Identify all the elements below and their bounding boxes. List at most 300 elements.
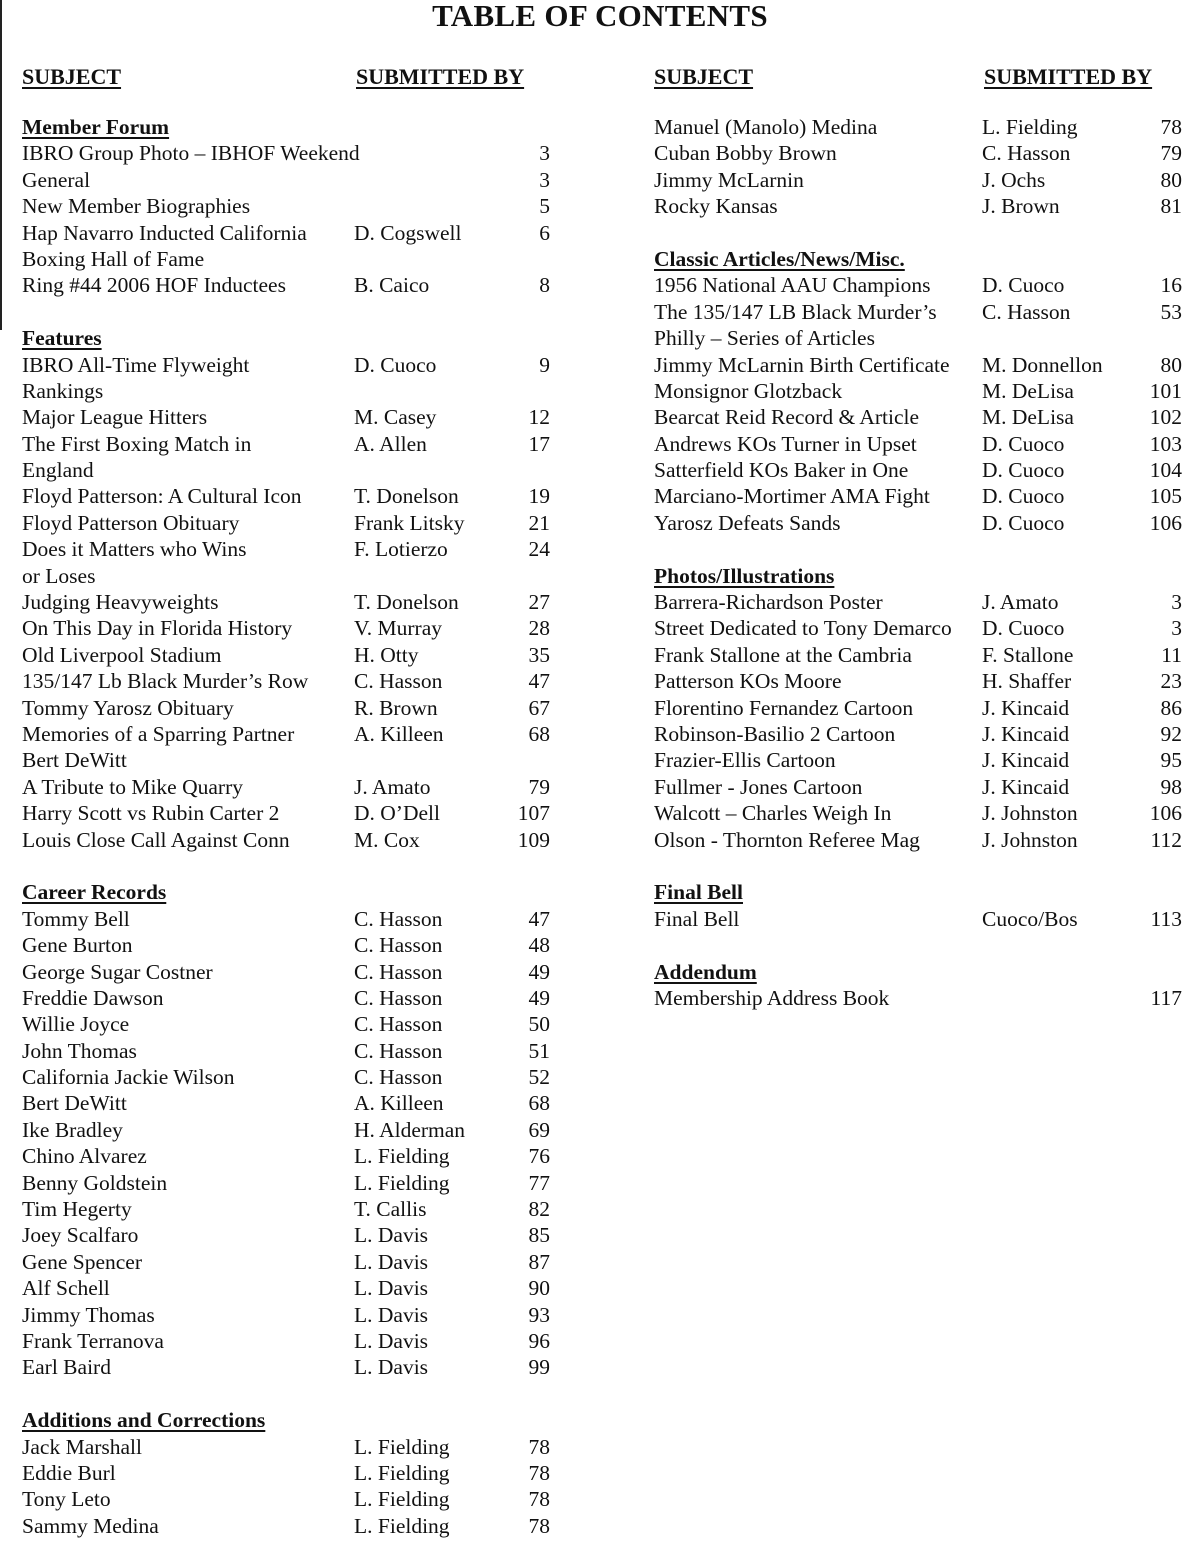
toc-row — [654, 404, 1184, 430]
entry-subject: Walcott – Charles Weigh In — [654, 801, 892, 826]
entry-subject: Hap Navarro Inducted California — [22, 220, 307, 245]
entry-subject: Monsignor Glotzback — [654, 378, 843, 403]
entry-page: 107 — [517, 801, 550, 826]
toc-row — [22, 483, 562, 509]
toc-row — [654, 668, 1184, 694]
entry-page: 67 — [528, 695, 550, 720]
entry-subject: General — [22, 167, 91, 192]
entry-subject: Jimmy McLarnin — [654, 167, 804, 192]
entry-page: 48 — [528, 933, 550, 958]
toc-row — [22, 668, 562, 694]
toc-row — [22, 220, 562, 246]
toc-row — [654, 774, 1184, 800]
entry-subject: Memories of a Sparring Partner — [22, 721, 295, 746]
toc-row — [654, 510, 1184, 536]
section-heading: Additions and Corrections — [22, 1408, 266, 1433]
toc-row — [22, 1196, 562, 1222]
toc-row — [654, 747, 1184, 773]
toc-row — [654, 378, 1184, 404]
entry-submitted-by: C. Hasson — [354, 959, 443, 984]
toc-section — [22, 325, 562, 853]
toc-row — [22, 1117, 562, 1143]
toc-row — [654, 457, 1184, 483]
entry-submitted-by: V. Murray — [354, 616, 442, 641]
toc-row — [654, 167, 1184, 193]
toc-row — [22, 589, 562, 615]
entry-subject: Floyd Patterson: A Cultural Icon — [22, 484, 302, 509]
entry-subject: Robinson-Basilio 2 Cartoon — [654, 721, 896, 746]
entry-page: 79 — [1160, 141, 1182, 166]
section-heading: Features — [22, 326, 102, 351]
toc-row — [22, 1434, 562, 1460]
left-column — [22, 62, 562, 1565]
toc-section — [22, 1407, 562, 1539]
entry-subject: England — [22, 458, 94, 483]
entry-submitted-by: D. Cuoco — [982, 510, 1065, 535]
entry-submitted-by: L. Davis — [354, 1328, 429, 1353]
entry-subject: On This Day in Florida History — [22, 616, 293, 641]
toc-row — [654, 589, 1184, 615]
section-heading: Career Records — [22, 880, 167, 905]
entry-subject: Manuel (Manolo) Medina — [654, 115, 878, 139]
entry-page: 47 — [528, 906, 550, 931]
entry-submitted-by: J. Kincaid — [982, 748, 1070, 773]
toc-row — [22, 1486, 562, 1512]
entry-page: 78 — [1160, 115, 1182, 139]
entry-page: 17 — [528, 431, 550, 456]
entry-page: 112 — [1150, 827, 1182, 852]
entry-submitted-by: M. Donnellon — [982, 352, 1103, 377]
entry-submitted-by: L. Davis — [354, 1355, 429, 1380]
section-heading: Member Forum — [22, 115, 170, 139]
entry-page: 76 — [528, 1144, 550, 1169]
entry-submitted-by: T. Callis — [354, 1197, 427, 1222]
toc-row — [654, 325, 1184, 351]
entry-submitted-by: A. Allen — [354, 431, 427, 456]
toc-row — [22, 246, 562, 272]
toc-row — [22, 1038, 562, 1064]
entry-page: 77 — [528, 1170, 550, 1195]
entry-subject: Frazier-Ellis Cartoon — [654, 748, 836, 773]
toc-row — [22, 642, 562, 668]
toc-section — [654, 114, 1184, 220]
entry-page: 51 — [528, 1038, 550, 1063]
entry-page: 86 — [1160, 695, 1182, 720]
right-column — [654, 62, 1184, 1038]
toc-row — [22, 1249, 562, 1275]
toc-row — [654, 272, 1184, 298]
entry-submitted-by: M. DeLisa — [982, 405, 1074, 430]
section-heading: Photos/Illustrations — [654, 563, 835, 588]
entry-submitted-by: C. Hasson — [354, 933, 443, 958]
section-heading: Classic Articles/News/Misc. — [654, 246, 905, 271]
entry-subject: IBRO All-Time Flyweight — [22, 352, 250, 377]
toc-row — [22, 747, 562, 773]
entry-submitted-by: L. Fielding — [354, 1487, 450, 1512]
entry-submitted-by: C. Hasson — [982, 299, 1071, 324]
toc-row — [22, 1090, 562, 1116]
entry-subject: Old Liverpool Stadium — [22, 642, 222, 667]
submitted-by-header: SUBMITTED BY — [984, 64, 1153, 89]
entry-submitted-by: C. Hasson — [354, 669, 443, 694]
entry-subject: Sammy Medina — [22, 1513, 159, 1538]
entry-subject: Boxing Hall of Fame — [22, 246, 205, 271]
entry-submitted-by: D. O’Dell — [354, 801, 440, 826]
toc-row — [22, 563, 562, 589]
entry-page: 78 — [528, 1513, 550, 1538]
entry-subject: Rocky Kansas — [654, 194, 778, 219]
toc-row — [22, 1302, 562, 1328]
column-header — [22, 62, 562, 92]
entry-subject: Bert DeWitt — [22, 1091, 127, 1116]
section-heading: Addendum — [654, 959, 757, 984]
entry-subject: Patterson KOs Moore — [654, 669, 842, 694]
entry-page: 106 — [1149, 510, 1182, 535]
entry-page: 80 — [1160, 352, 1182, 377]
entry-submitted-by: D. Cuoco — [982, 458, 1065, 483]
entry-submitted-by: J. Amato — [982, 590, 1059, 615]
entry-submitted-by: Frank Litsky — [354, 510, 465, 535]
entry-page: 23 — [1160, 669, 1182, 694]
entry-submitted-by: J. Amato — [354, 774, 431, 799]
toc-row — [22, 695, 562, 721]
toc-row — [22, 1011, 562, 1037]
entry-submitted-by: D. Cuoco — [982, 431, 1065, 456]
entry-subject: George Sugar Costner — [22, 959, 213, 984]
entry-submitted-by: D. Cogswell — [354, 220, 462, 245]
toc-row — [22, 193, 562, 219]
entry-subject: Major League Hitters — [22, 405, 208, 430]
entry-submitted-by: J. Johnston — [982, 827, 1078, 852]
entry-page: 79 — [528, 774, 550, 799]
entry-page: 12 — [528, 405, 550, 430]
entry-subject: Bearcat Reid Record & Article — [654, 405, 920, 430]
entry-page: 103 — [1149, 431, 1182, 456]
entry-submitted-by: C. Hasson — [354, 1065, 443, 1090]
entry-subject: Fullmer - Jones Cartoon — [654, 774, 863, 799]
entry-subject: Earl Baird — [22, 1355, 111, 1380]
entry-page: 68 — [528, 1091, 550, 1116]
toc-row — [22, 959, 562, 985]
entry-subject: Marciano-Mortimer AMA Fight — [654, 484, 930, 509]
entry-submitted-by: C. Hasson — [354, 1012, 443, 1037]
toc-row — [22, 1170, 562, 1196]
toc-row — [22, 985, 562, 1011]
entry-subject: Judging Heavyweights — [22, 590, 219, 615]
toc-row — [22, 457, 562, 483]
entry-submitted-by: L. Fielding — [354, 1144, 450, 1169]
toc-row — [22, 800, 562, 826]
entry-page: 49 — [528, 959, 550, 984]
entry-submitted-by: D. Cuoco — [982, 484, 1065, 509]
entry-subject: Ike Bradley — [22, 1117, 123, 1142]
entry-submitted-by: M. Casey — [354, 405, 437, 430]
entry-subject: Street Dedicated to Tony Demarco — [654, 616, 952, 641]
toc-row — [22, 404, 562, 430]
entry-submitted-by: T. Donelson — [354, 484, 459, 509]
entry-subject: Florentino Fernandez Cartoon — [654, 695, 914, 720]
entry-subject: The First Boxing Match in — [22, 431, 252, 456]
entry-page: 27 — [528, 590, 550, 615]
entry-submitted-by: L. Fielding — [982, 115, 1078, 139]
entry-subject: Frank Stallone at the Cambria — [654, 642, 912, 667]
entry-submitted-by: D. Cuoco — [354, 352, 437, 377]
entry-subject: Tim Hegerty — [22, 1197, 132, 1222]
entry-page: 106 — [1149, 801, 1182, 826]
subject-header: SUBJECT — [22, 64, 122, 89]
toc-section — [22, 114, 562, 299]
entry-subject: California Jackie Wilson — [22, 1065, 235, 1090]
entry-submitted-by: C. Hasson — [354, 906, 443, 931]
entry-page: 24 — [528, 537, 550, 562]
entry-subject: Freddie Dawson — [22, 985, 164, 1010]
entry-subject: Bert DeWitt — [22, 748, 127, 773]
entry-page: 69 — [528, 1117, 550, 1142]
entry-page: 99 — [528, 1355, 550, 1380]
entry-subject: Harry Scott vs Rubin Carter 2 — [22, 801, 280, 826]
entry-submitted-by: A. Killeen — [354, 721, 444, 746]
entry-subject: Tommy Yarosz Obituary — [22, 695, 234, 720]
toc-section — [22, 879, 562, 1380]
toc-row — [22, 1275, 562, 1301]
entry-page: 11 — [1161, 642, 1182, 667]
entry-page: 53 — [1160, 299, 1182, 324]
toc-row — [654, 642, 1184, 668]
toc-row — [22, 167, 562, 193]
toc-row — [22, 352, 562, 378]
entry-subject: Philly – Series of Articles — [654, 326, 875, 351]
entry-page: 52 — [528, 1065, 550, 1090]
entry-submitted-by: M. DeLisa — [982, 378, 1074, 403]
entry-page: 93 — [528, 1302, 550, 1327]
entry-page: 101 — [1149, 378, 1182, 403]
entry-subject: John Thomas — [22, 1038, 137, 1063]
entry-submitted-by: H. Otty — [354, 642, 419, 667]
entry-page: 92 — [1160, 721, 1182, 746]
entry-submitted-by: L. Fielding — [354, 1513, 450, 1538]
entry-subject: Yarosz Defeats Sands — [654, 510, 841, 535]
entry-submitted-by: C. Hasson — [354, 1038, 443, 1063]
toc-section — [654, 879, 1184, 932]
toc-row — [22, 906, 562, 932]
toc-row — [22, 1354, 562, 1380]
entry-submitted-by: F. Stallone — [982, 642, 1074, 667]
entry-submitted-by: L. Davis — [354, 1276, 429, 1301]
entry-submitted-by: B. Caico — [354, 273, 430, 298]
toc-row — [22, 615, 562, 641]
entry-submitted-by: C. Hasson — [354, 985, 443, 1010]
entry-submitted-by: R. Brown — [354, 695, 438, 720]
entry-page: 16 — [1160, 273, 1182, 298]
entry-subject: Gene Spencer — [22, 1249, 142, 1274]
entry-page: 85 — [528, 1223, 550, 1248]
entry-page: 19 — [528, 484, 550, 509]
entry-subject: Rankings — [22, 378, 104, 403]
entry-subject: or Loses — [22, 563, 96, 588]
toc-row — [22, 827, 562, 853]
entry-subject: 1956 National AAU Champions — [654, 273, 931, 298]
toc-row — [654, 985, 1184, 1011]
entry-page: 95 — [1160, 748, 1182, 773]
submitted-by-header: SUBMITTED BY — [356, 64, 525, 89]
entry-submitted-by: D. Cuoco — [982, 273, 1065, 298]
entry-page: 78 — [528, 1434, 550, 1459]
entry-subject: Jack Marshall — [22, 1434, 143, 1459]
entry-submitted-by: J. Johnston — [982, 801, 1078, 826]
toc-row — [22, 272, 562, 298]
entry-submitted-by: L. Fielding — [354, 1460, 450, 1485]
toc-row — [22, 1064, 562, 1090]
entry-subject: Joey Scalfaro — [22, 1223, 139, 1248]
toc-row — [654, 140, 1184, 166]
entry-page: 78 — [528, 1487, 550, 1512]
entry-submitted-by: A. Killeen — [354, 1091, 444, 1116]
scan-edge-line — [0, 0, 2, 330]
toc-row — [654, 695, 1184, 721]
entry-page: 105 — [1149, 484, 1182, 509]
entry-submitted-by: H. Shaffer — [982, 669, 1072, 694]
entry-subject: Cuban Bobby Brown — [654, 141, 837, 166]
entry-submitted-by: J. Kincaid — [982, 695, 1070, 720]
toc-row — [654, 114, 1184, 140]
entry-page: 90 — [528, 1276, 550, 1301]
entry-page: 9 — [539, 352, 550, 377]
entry-page: 98 — [1160, 774, 1182, 799]
entry-subject: Willie Joyce — [22, 1012, 130, 1037]
entry-submitted-by: F. Lotierzo — [354, 537, 448, 562]
entry-page: 102 — [1149, 405, 1182, 430]
toc-section — [654, 246, 1184, 536]
toc-row — [654, 299, 1184, 325]
entry-page: 49 — [528, 985, 550, 1010]
toc-row — [22, 140, 562, 166]
toc-section — [654, 563, 1184, 853]
entry-subject: Membership Address Book — [654, 985, 890, 1010]
toc-row — [22, 774, 562, 800]
entry-subject: New Member Biographies — [22, 194, 251, 219]
entry-subject: Barrera-Richardson Poster — [654, 590, 883, 615]
toc-row — [22, 932, 562, 958]
toc-row — [22, 431, 562, 457]
toc-section — [654, 959, 1184, 1012]
entry-page: 5 — [539, 194, 550, 219]
entry-page: 3 — [1171, 590, 1182, 615]
toc-row — [22, 721, 562, 747]
toc-row — [654, 483, 1184, 509]
entry-submitted-by: Cuoco/Bos — [982, 906, 1078, 931]
entry-submitted-by: L. Fielding — [354, 1170, 450, 1195]
entry-submitted-by: L. Davis — [354, 1302, 429, 1327]
toc-row — [654, 827, 1184, 853]
entry-page: 68 — [528, 721, 550, 746]
entry-page: 47 — [528, 669, 550, 694]
entry-subject: Eddie Burl — [22, 1460, 116, 1485]
entry-subject: Louis Close Call Against Conn — [22, 827, 290, 852]
entry-submitted-by: T. Donelson — [354, 590, 459, 615]
page-title: TABLE OF CONTENTS — [432, 0, 768, 33]
entry-subject: Andrews KOs Turner in Upset — [654, 431, 917, 456]
entry-submitted-by: L. Fielding — [354, 1434, 450, 1459]
entry-submitted-by: M. Cox — [354, 827, 420, 852]
entry-subject: The 135/147 LB Black Murder’s — [654, 299, 937, 324]
entry-page: 109 — [517, 827, 550, 852]
entry-subject: Final Bell — [654, 906, 740, 931]
entry-page: 117 — [1150, 985, 1182, 1010]
entry-subject: Chino Alvarez — [22, 1144, 147, 1169]
entry-subject: Gene Burton — [22, 933, 133, 958]
toc-row — [654, 193, 1184, 219]
entry-subject: Benny Goldstein — [22, 1170, 168, 1195]
toc-row — [22, 378, 562, 404]
entry-page: 3 — [539, 167, 550, 192]
entry-submitted-by: C. Hasson — [982, 141, 1071, 166]
toc-row — [22, 1460, 562, 1486]
entry-page: 104 — [1149, 458, 1182, 483]
toc-row — [22, 1222, 562, 1248]
entry-subject: A Tribute to Mike Quarry — [22, 774, 243, 799]
toc-row — [22, 1328, 562, 1354]
toc-row — [654, 800, 1184, 826]
entry-page: 113 — [1150, 906, 1182, 931]
toc-row — [22, 536, 562, 562]
entry-page: 6 — [539, 220, 550, 245]
entry-submitted-by: L. Davis — [354, 1249, 429, 1274]
entry-page: 78 — [528, 1460, 550, 1485]
entry-page: 82 — [528, 1197, 550, 1222]
entry-page: 81 — [1160, 194, 1182, 219]
section-heading: Final Bell — [654, 880, 743, 905]
right-sections — [654, 114, 1184, 1011]
entry-page: 50 — [528, 1012, 550, 1037]
toc-row — [654, 431, 1184, 457]
column-header — [654, 62, 1184, 92]
toc-row — [22, 510, 562, 536]
entry-submitted-by: H. Alderman — [354, 1117, 466, 1142]
entry-subject: Frank Terranova — [22, 1328, 164, 1353]
entry-page: 80 — [1160, 167, 1182, 192]
toc-row — [654, 352, 1184, 378]
entry-page: 35 — [528, 642, 550, 667]
entry-submitted-by: J. Kincaid — [982, 721, 1070, 746]
entry-subject: Jimmy McLarnin Birth Certificate — [654, 352, 950, 377]
entry-subject: Tommy Bell — [22, 906, 130, 931]
entry-subject: Alf Schell — [22, 1276, 110, 1301]
entry-subject: Jimmy Thomas — [22, 1302, 155, 1327]
entry-submitted-by: L. Davis — [354, 1223, 429, 1248]
toc-row — [654, 615, 1184, 641]
entry-subject: Tony Leto — [22, 1487, 111, 1512]
entry-subject: 135/147 Lb Black Murder’s Row — [22, 669, 309, 694]
left-sections — [22, 114, 562, 1539]
entry-subject: Satterfield KOs Baker in One — [654, 458, 909, 483]
entry-page: 28 — [528, 616, 550, 641]
toc-row — [22, 1513, 562, 1539]
entry-subject: Olson - Thornton Referee Mag — [654, 827, 920, 852]
entry-subject: IBRO Group Photo – IBHOF Weekend — [22, 141, 360, 166]
toc-row — [22, 1143, 562, 1169]
toc-row — [654, 721, 1184, 747]
entry-page: 87 — [528, 1249, 550, 1274]
toc-row — [654, 906, 1184, 932]
entry-submitted-by: D. Cuoco — [982, 616, 1065, 641]
entry-subject: Does it Matters who Wins — [22, 537, 247, 562]
entry-subject: Floyd Patterson Obituary — [22, 510, 240, 535]
entry-page: 8 — [539, 273, 550, 298]
subject-header: SUBJECT — [654, 64, 754, 89]
entry-page: 3 — [539, 141, 550, 166]
entry-page: 21 — [528, 510, 550, 535]
entry-submitted-by: J. Brown — [982, 194, 1060, 219]
